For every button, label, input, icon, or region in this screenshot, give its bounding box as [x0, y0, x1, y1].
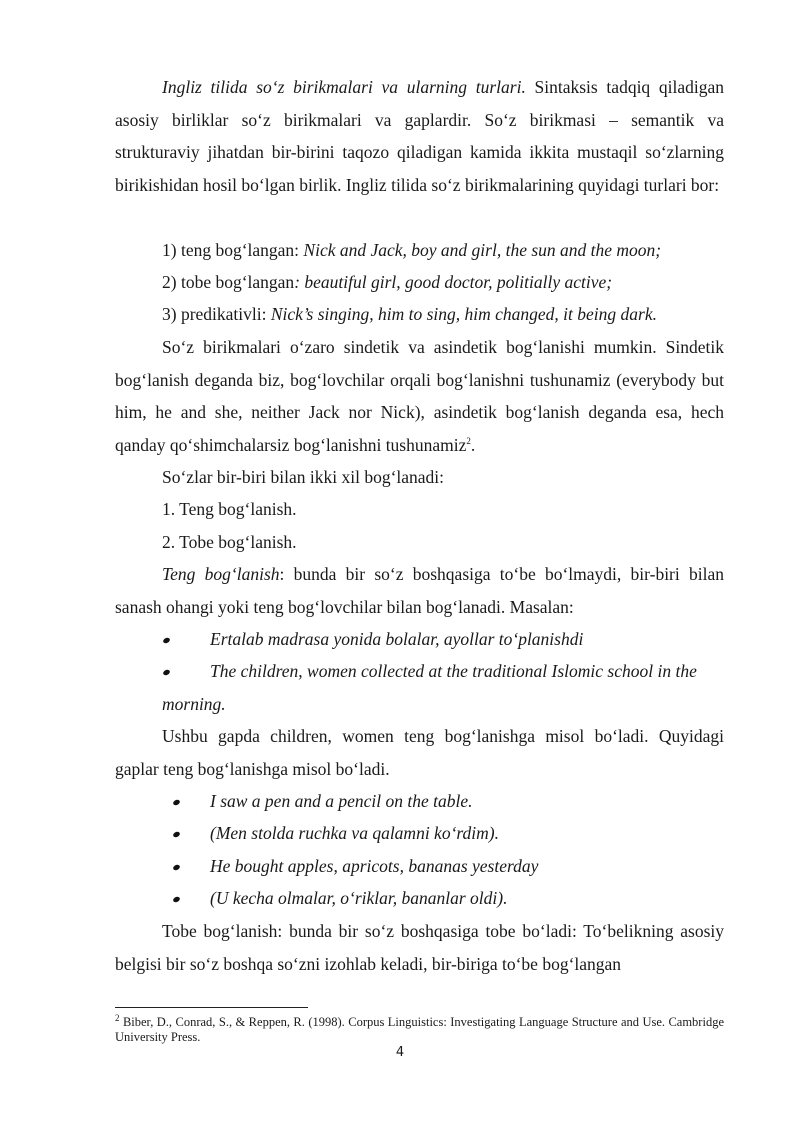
- term: Teng bog‘lanish: [162, 564, 280, 584]
- paragraph-text: So‘zlar bir-biri bilan ikki xil bog‘lanadi:: [162, 467, 445, 487]
- list-item-examples: Nick’s singing, him to sing, him changed, it being dark.: [270, 304, 657, 324]
- footnote-separator: [115, 1007, 308, 1008]
- paragraph-text: Sintaksis tadqiq qiladigan asosiy birliklar so‘z birikmalari va gaplardir. So‘z birikmasi – semantik va strukturaviy jihatdan bir-birini taqozo qiladigan kamida ikkita mustaqil so‘zlarning birikishidan hosil bo‘lgan birlik. Ingliz tilida so‘z birikmalarining quyidagi turlari bor:: [115, 77, 724, 195]
- paragraph-tobe: Tobe bog‘lanish: bunda bir so‘z boshqasiga tobe bo‘ladi: To‘belikning asosiy belgisi bir so‘z boshqa so‘zni izohlab keladi, bir-biriga to‘be bog‘langan: [115, 921, 724, 974]
- bullet-item: I saw a pen and a pencil on the table.: [210, 791, 473, 811]
- paragraph-text: : bunda bir so‘z boshqasiga to‘be bo‘lmaydi, bir-biri bilan sanash ohangi yoki teng bog‘lovchilar bilan bog‘lanadi. Masalan:: [115, 564, 724, 617]
- footnote-reference[interactable]: 2: [466, 435, 471, 446]
- bullet-item: Ertalab madrasa yonida bolalar, ayollar to‘planishdi: [210, 629, 584, 649]
- paragraph-teng: [115, 558, 724, 623]
- paragraph-syndetic: [115, 331, 724, 461]
- list-item: [162, 234, 661, 267]
- paragraph-example-note: Ushbu gapda children, women teng bog‘lanishga misol bo‘ladi. Quyidagi gaplar teng bog‘lanishga misol bo‘ladi.: [115, 726, 724, 779]
- bullet-item: (U kecha olmalar, o‘riklar, bananlar oldi).: [210, 888, 508, 908]
- paragraph-end: .: [470, 434, 476, 455]
- footnote: [115, 1012, 724, 1045]
- section-heading: Ingliz tilida so‘z birikmalari va ularning turlari.: [162, 77, 526, 97]
- bullet-icon: [162, 637, 170, 644]
- footnote-marker: 2: [115, 1012, 120, 1023]
- list-item-examples: Nick and Jack, boy and girl, the sun and the moon;: [303, 240, 662, 260]
- bullet-item-continuation: morning.: [162, 694, 226, 714]
- bullet-icon: [162, 669, 170, 676]
- footnote-text: Biber, D., Conrad, S., & Reppen, R. (1998). Corpus Linguistics: Investigating Language Structure and Use. Cambridge University Press.: [115, 1015, 724, 1044]
- list-item-label: 3) predikativli:: [162, 304, 271, 324]
- bullet-item: (Men stolda ruchka va qalamni ko‘rdim).: [210, 823, 500, 843]
- list-item: 1. Teng bog‘lanish.: [162, 499, 297, 519]
- list-item-label: 2) tobe bog‘langan: [162, 272, 295, 292]
- list-item: 2. Tobe bog‘lanish.: [162, 532, 297, 552]
- bullet-icon: [172, 864, 180, 871]
- page-number: 4: [395, 1045, 405, 1060]
- paragraph-intro: [115, 71, 724, 201]
- bullet-item: The children, women collected at the traditional Islomic school in the: [210, 661, 697, 681]
- bullet-icon: [172, 831, 180, 838]
- bullet-icon: [172, 799, 180, 806]
- list-item: [162, 298, 657, 331]
- list-item-examples: : beautiful girl, good doctor, politially active;: [294, 272, 613, 292]
- bullet-item: He bought apples, apricots, bananas yesterday: [210, 856, 539, 876]
- bullet-icon: [172, 896, 180, 903]
- list-item: [162, 266, 612, 299]
- list-item-label: 1) teng bog‘langan:: [162, 240, 304, 260]
- paragraph-text: So‘z birikmalari o‘zaro sindetik va asindetik bog‘lanishi mumkin. Sindetik bog‘lanish deganda biz, bog‘lovchilar orqali bog‘lanishni tushunamiz (everybody but him, he and she, neither Jack nor Nick), asindetik bog‘lanish deganda esa, hech qanday qo‘shimchalarsiz bog‘lanishni tushunamiz: [115, 337, 724, 455]
